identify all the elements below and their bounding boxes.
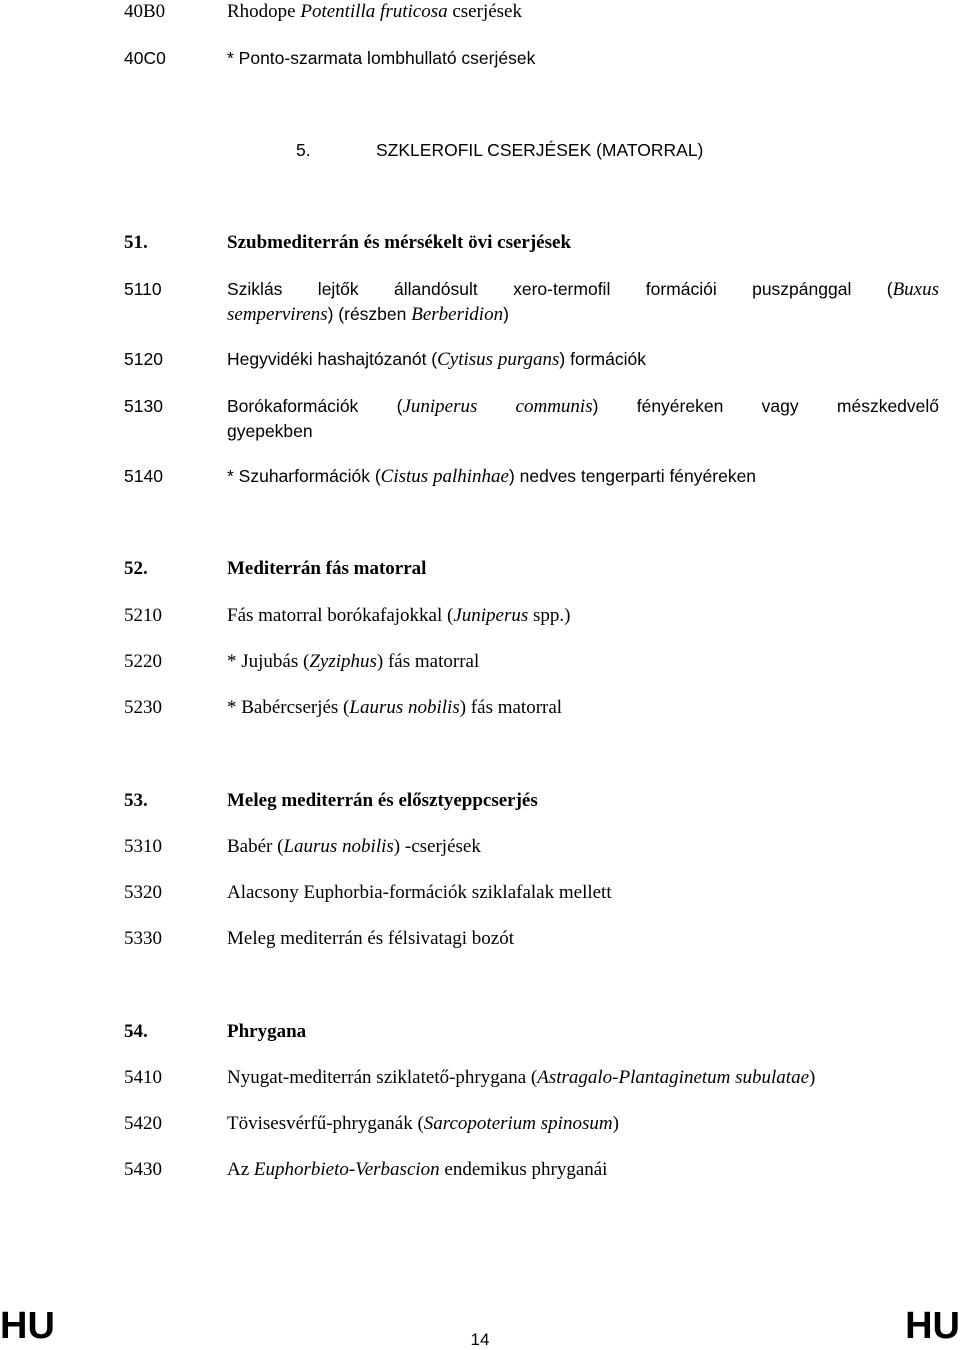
entry-text: Meleg mediterrán és félsivatagi bozót bbox=[227, 928, 515, 949]
section-number: 5. bbox=[296, 140, 311, 160]
heading-number: 53. bbox=[124, 790, 148, 811]
heading-title: Szubmediterrán és mérsékelt övi cserjések bbox=[227, 232, 572, 253]
entry-code: 5120 bbox=[124, 349, 163, 369]
entry-text: * Szuharformációk (Cistus palhinhae) nedves tengerparti fényéreken bbox=[227, 466, 757, 487]
entry-text: Hegyvidéki hashajtózanót (Cytisus purgans) formációk bbox=[227, 349, 646, 370]
entry-code: 40C0 bbox=[124, 48, 166, 68]
entry-text: Az Euphorbieto-Verbascion endemikus phryganái bbox=[227, 1159, 608, 1180]
entry-text: Tövisesvérfű-phryganák (Sarcopoterium spinosum) bbox=[227, 1113, 619, 1134]
entry-code: 5410 bbox=[124, 1067, 162, 1088]
entry-code: 5130 bbox=[124, 396, 163, 416]
heading-number: 51. bbox=[124, 232, 148, 253]
entry-text: Alacsony Euphorbia-formációk sziklafalak mellett bbox=[227, 882, 612, 903]
entry-code: 5420 bbox=[124, 1113, 162, 1134]
entry-code: 5110 bbox=[124, 279, 162, 299]
page-number: 14 bbox=[470, 1330, 490, 1349]
entry-code: 5140 bbox=[124, 466, 163, 486]
heading-number: 54. bbox=[124, 1021, 148, 1042]
entry-text: Nyugat-mediterrán sziklatető-phrygana (Astragalo-Plantaginetum subulatae) bbox=[227, 1067, 816, 1088]
entry-code: 5230 bbox=[124, 697, 162, 718]
entry-code: 5310 bbox=[124, 836, 162, 857]
entry-text: Sziklás lejtők állandósult xero-termofil formációi puszpánggal (Buxus sempervirens) (részben Berberidion) bbox=[227, 279, 939, 325]
footer-country-code-left: HU bbox=[0, 1305, 55, 1347]
entry-text: * Babércserjés (Laurus nobilis) fás matorral bbox=[227, 697, 563, 718]
entry-text: * Jujubás (Zyziphus) fás matorral bbox=[227, 651, 480, 672]
entry-code: 5210 bbox=[124, 605, 162, 626]
footer-country-code-right: HU bbox=[905, 1305, 960, 1347]
entry-text: Fás matorral borókafajokkal (Juniperus spp.) bbox=[227, 605, 571, 626]
entry-text: Babér (Laurus nobilis) -cserjések bbox=[227, 836, 481, 857]
entry-code: 5220 bbox=[124, 651, 162, 672]
heading-title: Phrygana bbox=[227, 1021, 307, 1042]
entry-text: Borókaformációk (Juniperus communis) fényéreken vagy mészkedvelő gyepekben bbox=[227, 396, 940, 441]
entry-code: 5330 bbox=[124, 928, 162, 949]
entry-text: * Ponto-szarmata lombhullató cserjések bbox=[227, 48, 536, 68]
entry-code: 5320 bbox=[124, 882, 162, 903]
section-title: SZKLEROFIL CSERJÉSEK (MATORRAL) bbox=[376, 140, 704, 160]
heading-title: Mediterrán fás matorral bbox=[227, 558, 427, 579]
entry-code: 5430 bbox=[124, 1159, 162, 1180]
entry-text: Rhodope Potentilla fruticosa cserjések bbox=[227, 1, 522, 22]
heading-title: Meleg mediterrán és elősztyeppcserjés bbox=[227, 790, 538, 811]
entry-code: 40B0 bbox=[124, 1, 166, 22]
heading-number: 52. bbox=[124, 558, 148, 579]
